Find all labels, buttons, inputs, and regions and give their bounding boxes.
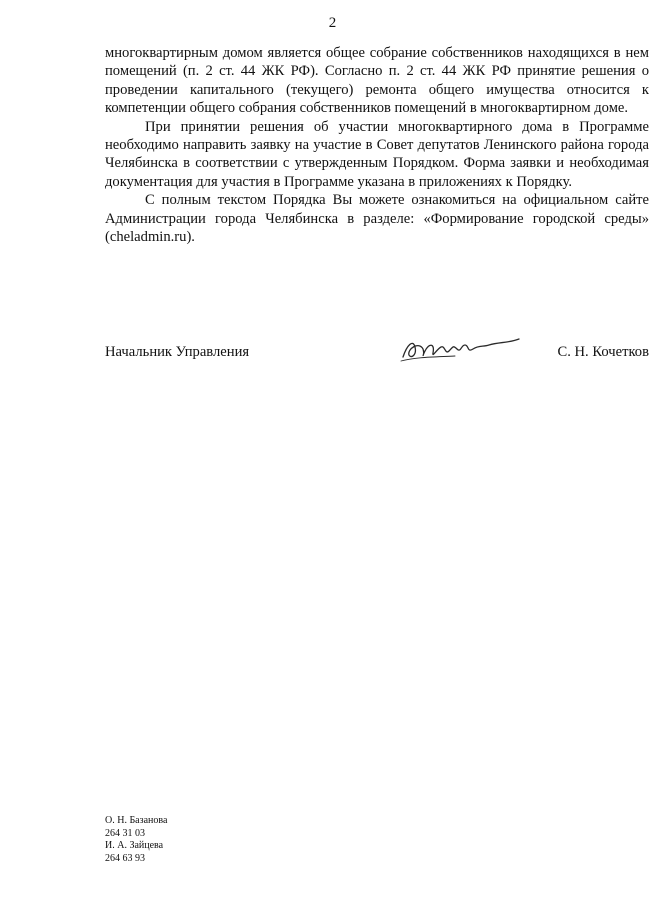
signatory-name: С. Н. Кочетков xyxy=(557,344,649,360)
body-paragraph: С полным текстом Порядка Вы можете ознакомиться на официальном сайте Администрации города Челябинска в разделе: «Формирование городской среды» (cheladmin.ru). xyxy=(105,192,649,246)
signatory-title: Начальник Управления xyxy=(105,344,250,360)
body-paragraph: При принятии решения об участии многоквартирного дома в Программе необходимо направить заявку на участие в Совет депутатов Ленинского района города Челябинска в соответствии с утвержденным Порядком. Форма заявки и необходимая документация для участия в Программе указана в приложениях к Порядку. xyxy=(105,118,649,190)
contact-person: И. А. Зайцева xyxy=(105,840,164,852)
contact-person: О. Н. Базанова xyxy=(105,815,168,826)
contact-phone: 264 31 03 xyxy=(105,827,145,839)
handwritten-signature xyxy=(395,327,525,367)
page-number: 2 xyxy=(328,15,337,31)
contacts-block xyxy=(105,815,167,865)
signature-block xyxy=(105,343,649,363)
contact-phone: 264 63 93 xyxy=(105,852,145,864)
body-paragraph: многоквартирным домом является общее собрание собственников находящихся в нем помещений (п. 2 ст. 44 ЖК РФ). Согласно п. 2 ст. 44 ЖК РФ принятие решения о проведении капитального (текущего) ремонта общего имущества относится к компетенции общего собрания собственников помещений в многоквартирном доме. xyxy=(105,45,649,117)
letter-body xyxy=(105,44,649,246)
